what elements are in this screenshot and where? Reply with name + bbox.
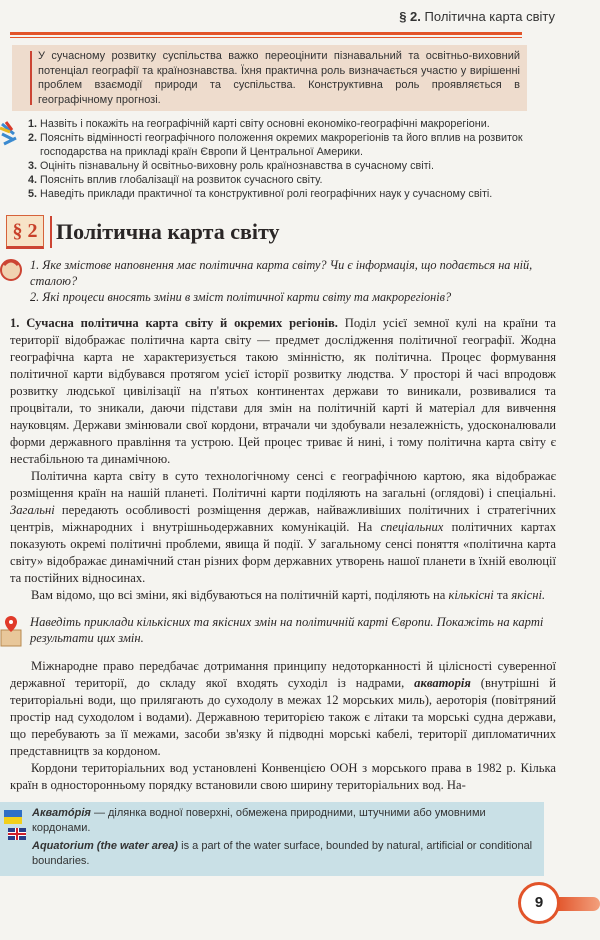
arrows-icon — [0, 120, 20, 150]
review-questions — [28, 117, 528, 201]
flags-icon — [4, 808, 28, 848]
page-number-swoosh — [556, 897, 600, 911]
section-heading — [6, 215, 600, 249]
header-rule — [10, 32, 522, 35]
review-question: 3. Оцініть пізнавальну й освітньо-виховну роль країнознавства в сучасному світі. — [28, 160, 434, 172]
body-text-part2 — [10, 658, 556, 794]
map-pin-icon — [0, 614, 22, 648]
definition-uk: Акватóрія — ділянка водної поверхні, обмежена природними, штучними або умовними кордонами. — [32, 807, 486, 834]
paragraph: Вам відомо, що всі зміни, які відбуваються на політичній карті, поділяють на кількісні та якісні. — [31, 588, 546, 602]
header-rule-thin — [10, 37, 522, 38]
body-text-part1 — [10, 315, 556, 604]
section-separator — [50, 216, 52, 248]
review-question: 4. Поясніть вплив глобалізації на розвиток сучасного світу. — [28, 174, 323, 186]
header-section-number: § 2. — [399, 9, 421, 24]
task-section — [0, 614, 600, 648]
review-question: 1. Назвіть і покажіть на географічній карті світу основні економіко-географічні макрорегіони. — [28, 118, 490, 130]
intro-box — [12, 45, 527, 111]
paragraph: 1. Сучасна політична карта світу й окремих регіонів. Поділ усієї земної кулі на країни та території відображає політична карта світу — предмет дослідження політичної географії. Жодна географічна карта не характеризується такою змінністю, як політична. Процес формування політичної карти відбувався протягом усієї історії розвитку людства. У просторі й часі впродовж розвитку людської цивілізації на п'ятьох континентах держави то виникали, розвивалися та процвітали, то зникали, даючи підстави для змін на політичній карті й матеріал для вивчення науковцям. Держави змінювали свої кордони, втрачали чи здобували незалежність, удосконалювали форми державного правління та устрою. Цей процес триває й нині, і тому політична карта світу є нестабільною та динамічною. — [10, 316, 556, 466]
page-number: 9 — [518, 882, 560, 924]
page-number-row — [0, 882, 600, 930]
review-section — [0, 117, 600, 201]
paragraph: Політична карта світу в суто технологічному сенсі є географічною картою, яка відображає розміщення країн на нашій планеті. Політичні карти поділяють на загальні (оглядові) і спеціальні. Загальні передають особливості розміщення держав, найважливіших політичних і стратегічних центрів, міжнародних і внутрішньодержавних комунікацій. На спеціальних політичних картах показують окремі політичні проблеми, явища й події. У загальному сенсі поняття «політична карта світу» відображає динамічний стан різних форм державних утворень нашої планети в їхній еволюції та постійних відносинах. — [10, 469, 556, 585]
paragraph: Міжнародне право передбачає дотримання принципу недоторканності й цілісності суверенної державної території, до складу якої входять суходіл із надрами, акваторія (внутрішні й територіальні води, що прилягають до суходолу в межах 12 морських миль), аероторія (повітряний простір над суходолом і водами). Державною територією також є літаки та морські судна держави, що перебувають за її межами, засоби зв'язку й підводні морські кабелі, території дипломатичних представництв за кордоном. — [10, 659, 556, 758]
review-question: 2. Поясніть відмінності географічного положення окремих макрорегіонів та його вплив на розвиток господарства на прикладі країн Європи й Центральної Америки. — [28, 132, 523, 158]
warmup-section — [0, 257, 600, 305]
paragraph: Кордони територіальних вод установлені Конвенцією ООН з морського права в 1982 р. Кілька країн в односторонньому порядку встановили свою ширину територіальних вод. На- — [10, 761, 556, 792]
warmup-question: 2. Які процеси вносять зміни в зміст політичної карти світу та макрорегіонів? — [30, 290, 452, 304]
definition-en: Aquatorium (the water area) is a part of the water surface, bounded by natural, artificial or conditional boundaries. — [32, 840, 533, 867]
term-akvatoriia: акваторія — [414, 676, 471, 690]
section-badge: § 2 — [6, 215, 44, 249]
section-title: Політична карта світу — [56, 219, 280, 244]
warmup-questions — [30, 257, 555, 305]
intro-bar — [30, 51, 32, 105]
definition-box — [0, 802, 544, 876]
warmup-question: 1. Яке змістове наповнення має політична карта світу? Чи є інформація, що подається на ній, сталою? — [30, 258, 533, 288]
subsection-heading: 1. Сучасна політична карта світу й окремих регіонів. — [10, 316, 338, 330]
review-question: 5. Наведіть приклади практичної та конструктивної ролі географічних наук у сучасному світі. — [28, 188, 493, 200]
intro-text: У сучасному розвитку суспільства важко переоцінити пізнавальний та освітньо-виховний потенціал географії та країнознавства. Їхня практична роль визначається участю у вирішенні проблем взаємодії природи та суспільства. Конструктивна роль проявляється в географічному прогнозі. — [38, 50, 520, 106]
header-section-title: Політична карта світу — [424, 9, 555, 24]
map-task: Наведіть приклади кількісних та якісних змін на політичній карті Європи. Покажіть на карті результати цих змін. — [30, 615, 544, 645]
thinking-head-icon — [0, 257, 22, 283]
running-header — [0, 9, 600, 25]
